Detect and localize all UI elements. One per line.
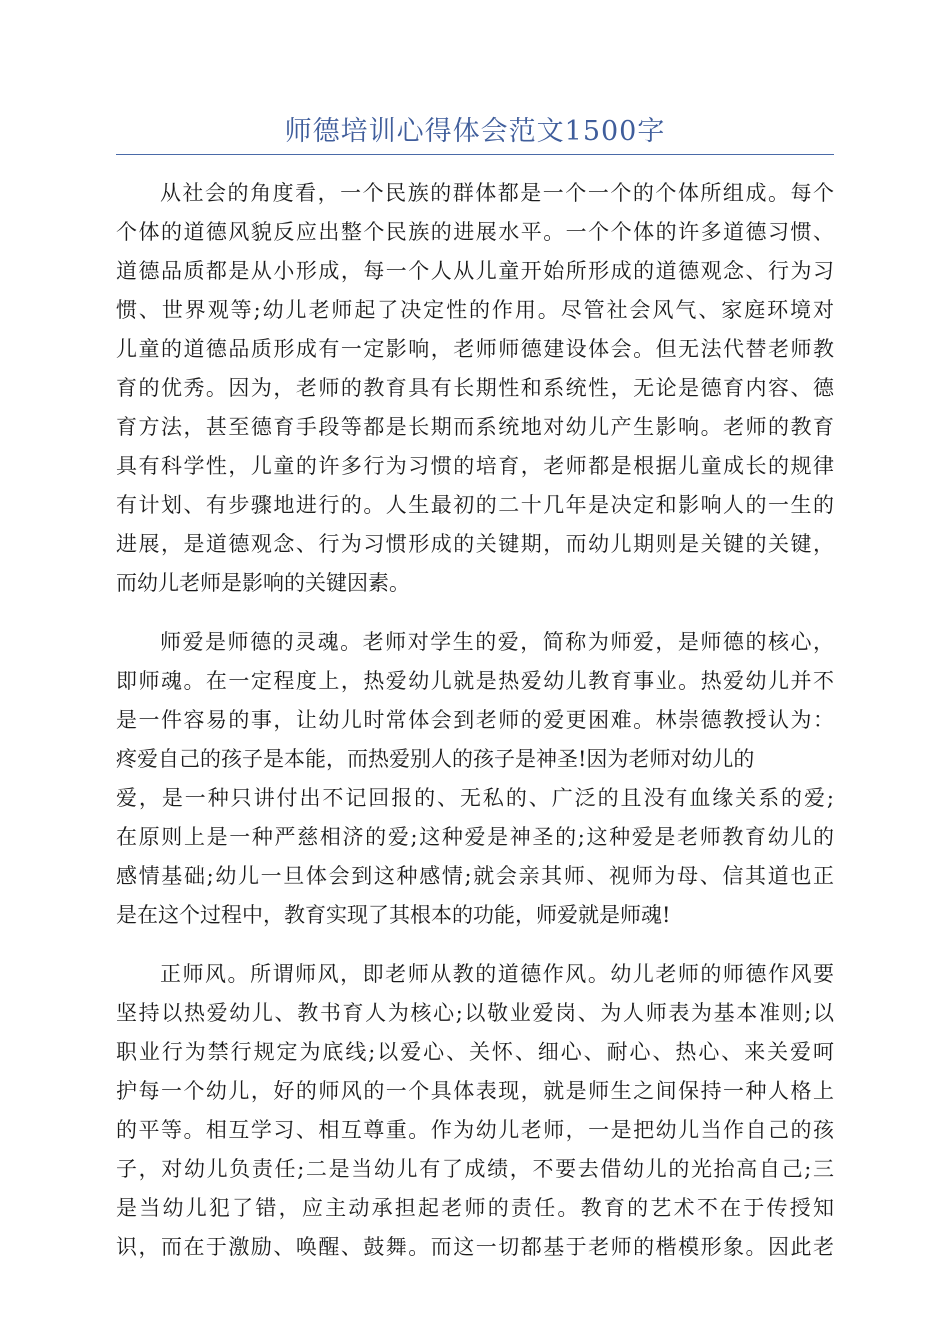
text-line: 是当幼儿犯了错，应主动承担起老师的责任。教育的艺术不在于传授知	[116, 1196, 834, 1220]
text-line: 职业行为禁行规定为底线;以爱心、关怀、细心、耐心、热心、来关爱呵	[116, 1040, 834, 1064]
text-line: 在原则上是一种严慈相济的爱;这种爱是神圣的;这种爱是老师教育幼儿的	[116, 825, 834, 849]
text-line: 感情基础;幼儿一旦体会到这种感情;就会亲其师、视师为母、信其道也正	[116, 864, 834, 888]
title-underline	[116, 154, 834, 155]
text-line: 道德品质都是从小形成，每一个人从儿童开始所形成的道德观念、行为习	[116, 259, 834, 283]
text-line: 是一件容易的事，让幼儿时常体会到老师的爱更困难。林崇德教授认为：	[116, 708, 834, 732]
document-body	[116, 174, 834, 1287]
paragraph-3	[116, 955, 834, 1267]
paragraph-1	[116, 174, 834, 603]
text-line: 有计划、有步骤地进行的。人生最初的二十几年是决定和影响人的一生的	[116, 493, 834, 517]
text-line: 具有科学性，儿童的许多行为习惯的培育，老师都是根据儿童成长的规律	[116, 454, 834, 478]
paragraph-2	[116, 623, 834, 935]
text-line: 从社会的角度看，一个民族的群体都是一个一个的个体所组成。每个	[160, 181, 834, 205]
text-line: 惯、世界观等;幼儿老师起了决定性的作用。尽管社会风气、家庭环境对	[116, 298, 834, 322]
text-line: 的平等。相互学习、相互尊重。作为幼儿老师，一是把幼儿当作自己的孩	[116, 1118, 834, 1142]
text-line: 师爱是师德的灵魂。老师对学生的爱，简称为师爱，是师德的核心，	[160, 630, 834, 654]
text-line: 育的优秀。因为，老师的教育具有长期性和系统性，无论是德育内容、德	[116, 376, 834, 400]
document-title: 师德培训心得体会范文1500字	[284, 116, 666, 147]
text-line: 爱，是一种只讲付出不记回报的、无私的、广泛的且没有血缘关系的爱;	[116, 786, 834, 810]
text-line: 子，对幼儿负责任;二是当幼儿有了成绩，不要去借幼儿的光抬高自己;三	[116, 1157, 834, 1181]
text-line: 进展，是道德观念、行为习惯形成的关键期，而幼儿期则是关键的关键，	[116, 532, 834, 556]
text-line: 护每一个幼儿，好的师风的一个具体表现，就是师生之间保持一种人格上	[116, 1079, 834, 1103]
text-line: 疼爱自己的孩子是本能，而热爱别人的孩子是神圣!因为老师对幼儿的	[116, 747, 755, 771]
text-line: 儿童的道德品质形成有一定影响，老师师德建设体会。但无法代替老师教	[116, 337, 834, 361]
text-line: 育方法，甚至德育手段等都是长期而系统地对幼儿产生影响。老师的教育	[116, 415, 834, 439]
text-line: 识，而在于激励、唤醒、鼓舞。而这一切都基于老师的楷模形象。因此老	[116, 1235, 834, 1259]
text-line: 个体的道德风貌反应出整个民族的进展水平。一个个体的许多道德习惯、	[116, 220, 834, 244]
text-line: 即师魂。在一定程度上，热爱幼儿就是热爱幼儿教育事业。热爱幼儿并不	[116, 669, 834, 693]
text-line: 而幼儿老师是影响的关键因素。	[116, 571, 410, 595]
text-line: 正师风。所谓师风，即老师从教的道德作风。幼儿老师的师德作风要	[160, 962, 834, 986]
text-line: 坚持以热爱幼儿、教书育人为核心;以敬业爱岗、为人师表为基本准则;以	[116, 1001, 834, 1025]
text-line: 是在这个过程中，教育实现了其根本的功能，师爱就是师魂!	[116, 903, 671, 927]
